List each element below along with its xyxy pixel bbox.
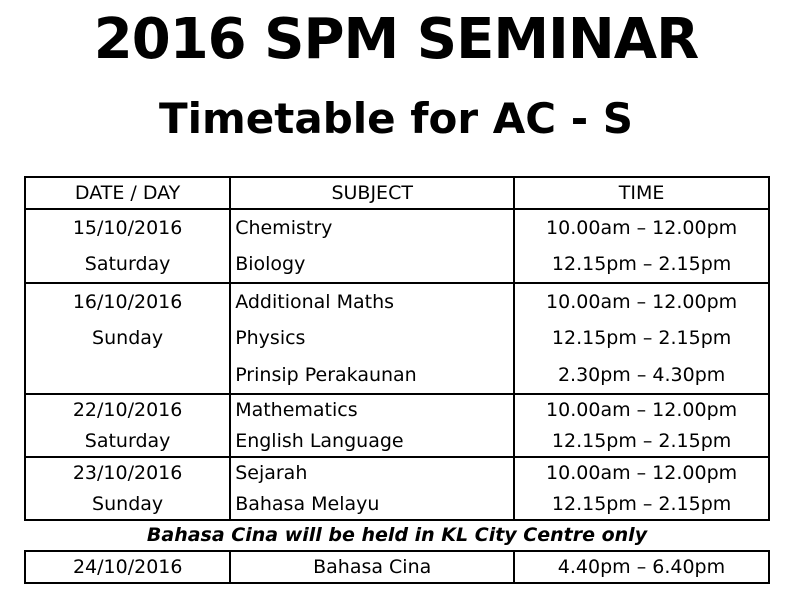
page-title: 2016 SPM SEMINAR	[93, 7, 699, 72]
subject-cell	[230, 209, 514, 283]
time-cell	[514, 457, 769, 520]
date-text: 22/10/2016	[72, 399, 183, 422]
timetable	[24, 176, 770, 521]
table-row	[25, 394, 769, 457]
subject-cell	[230, 457, 514, 520]
time-text: 12.15pm – 2.15pm	[551, 253, 732, 275]
time-text: 10.00am – 12.00pm	[546, 291, 738, 314]
subject-cell	[230, 283, 514, 394]
date-day-cell	[25, 209, 230, 283]
header-subject: SUBJECT	[230, 177, 514, 209]
day-text: Sunday	[92, 492, 164, 515]
date-text: 15/10/2016	[72, 217, 183, 239]
header-time: TIME	[514, 177, 769, 209]
subject-text: Physics	[235, 327, 306, 350]
subject-text: English Language	[235, 429, 404, 452]
page-subtitle: Timetable for AC - S	[159, 94, 633, 143]
date-cell: 24/10/2016	[25, 551, 230, 583]
time-text: 12.15pm – 2.15pm	[551, 327, 732, 350]
time-text: 10.00am – 12.00pm	[546, 462, 738, 485]
table-row	[25, 209, 769, 283]
date-day-cell	[25, 283, 230, 394]
subject-text: Additional Maths	[235, 291, 395, 314]
subject-text: Biology	[235, 253, 306, 275]
extra-timetable	[24, 550, 770, 584]
subject-text: Sejarah	[235, 462, 308, 485]
date-day-cell	[25, 457, 230, 520]
table-row	[25, 551, 769, 583]
empty-line	[26, 364, 229, 386]
day-text: Saturday	[84, 429, 171, 452]
subject-text: Chemistry	[235, 217, 333, 239]
day-text: Sunday	[92, 327, 164, 350]
time-cell: 4.40pm – 6.40pm	[514, 551, 769, 583]
header-row	[25, 177, 769, 209]
time-cell	[514, 209, 769, 283]
header-date-day: DATE / DAY	[25, 177, 230, 209]
time-text: 12.15pm – 2.15pm	[551, 429, 732, 452]
time-text: 10.00am – 12.00pm	[546, 399, 738, 422]
date-text: 16/10/2016	[72, 291, 183, 314]
table-row	[25, 457, 769, 520]
time-text: 10.00am – 12.00pm	[546, 217, 738, 239]
time-text: 2.30pm – 4.30pm	[557, 363, 726, 386]
subject-text: Bahasa Melayu	[235, 492, 380, 515]
table-row	[25, 283, 769, 394]
subject-cell: Bahasa Cina	[230, 551, 514, 583]
time-cell	[514, 394, 769, 457]
date-day-cell	[25, 394, 230, 457]
venue-note: Bahasa Cina will be held in KL City Centre only	[146, 524, 648, 546]
day-text: Saturday	[84, 253, 171, 275]
time-text: 12.15pm – 2.15pm	[551, 492, 732, 515]
date-text: 23/10/2016	[72, 462, 183, 485]
subject-text: Mathematics	[235, 399, 358, 422]
subject-text: Prinsip Perakaunan	[235, 363, 417, 386]
time-cell	[514, 283, 769, 394]
subject-cell	[230, 394, 514, 457]
